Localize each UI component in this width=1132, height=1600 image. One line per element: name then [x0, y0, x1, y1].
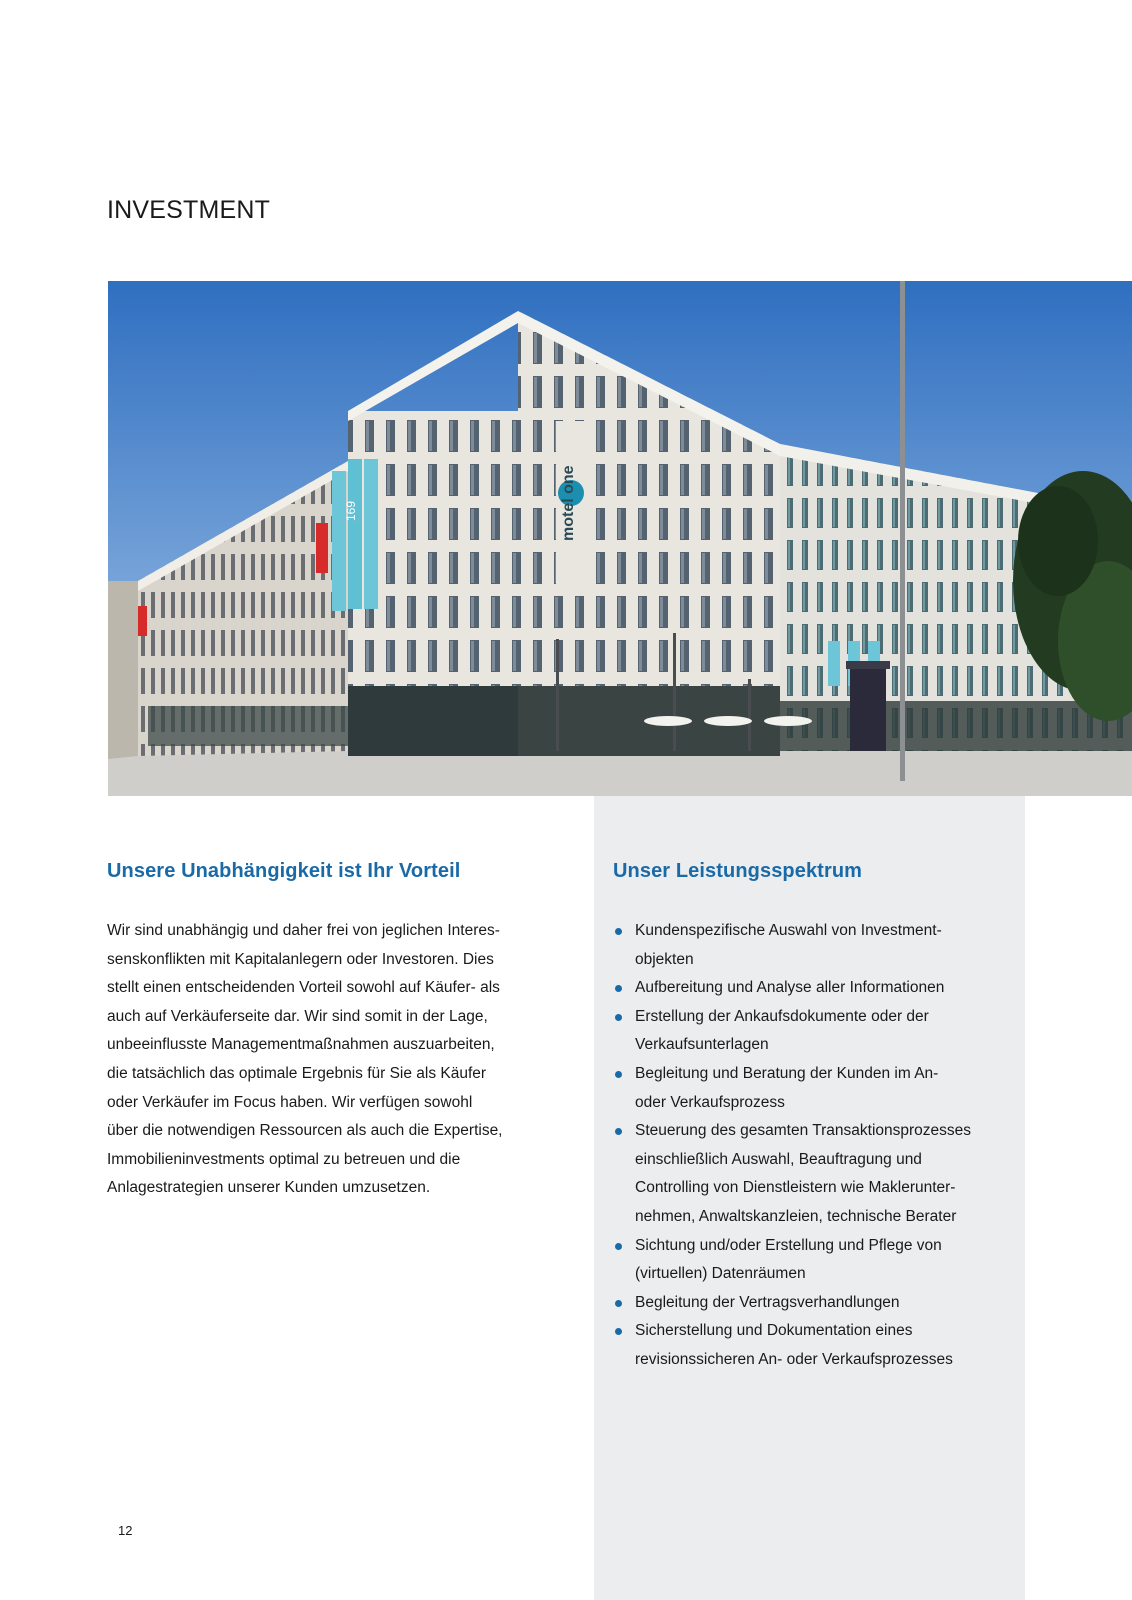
paragraph-line: unbeeinflusste Managementmaßnahmen auszuarbeiten,: [107, 1036, 495, 1054]
right-column-heading: Unser Leistungsspektrum: [613, 860, 863, 882]
list-item-line: Begleitung der Vertragsverhandlungen: [635, 1293, 900, 1311]
list-item-line: Steuerung des gesamten Transaktionsprozesses: [635, 1122, 972, 1140]
list-item-line: objekten: [635, 950, 694, 968]
list-item-line: Sicherstellung und Dokumentation eines: [635, 1322, 913, 1340]
bullet-icon: [615, 1071, 622, 1078]
list-item-line: (virtuellen) Datenräumen: [635, 1265, 806, 1283]
bullet-icon: [615, 1014, 622, 1021]
list-item-line: Kundenspezifische Auswahl von Investment-: [635, 922, 942, 939]
bullet-icon: [615, 1128, 622, 1135]
bullet-icon: [615, 985, 622, 992]
paragraph-line: auch auf Verkäuferseite dar. Wir sind somit in der Lage,: [107, 1007, 488, 1025]
list-item: [612, 1117, 1012, 1231]
list-item-line: nehmen, Anwaltskanzleien, technische Berater: [635, 1207, 957, 1225]
list-item: [612, 1289, 1012, 1318]
list-item: [612, 1317, 1012, 1374]
list-item: [612, 974, 1012, 1003]
paragraph-line: Wir sind unabhängig und daher frei von jeglichen Interes-: [107, 922, 500, 939]
paragraph-line: Immobilieninvestments optimal zu betreuen und die: [107, 1150, 461, 1168]
list-item-line: einschließlich Auswahl, Beauftragung und: [635, 1150, 922, 1168]
paragraph-line: senskonflikten mit Kapitalanlegern oder Investoren. Dies: [107, 950, 494, 968]
paragraph-line: über die notwendigen Ressourcen als auch die Expertise,: [107, 1122, 503, 1140]
list-item-line: Controlling von Dienstleistern wie Maklerunter-: [635, 1179, 956, 1197]
list-item-line: Sichtung und/oder Erstellung und Pflege von: [635, 1236, 942, 1254]
motel-sign-text: motel one: [560, 465, 577, 541]
bullet-icon: [615, 1243, 622, 1250]
services-list: [612, 917, 1012, 1375]
building-photo: [108, 281, 1132, 796]
bullet-icon: [615, 1328, 622, 1335]
paragraph-line: oder Verkäufer im Focus haben. Wir verfügen sowohl: [107, 1093, 473, 1111]
list-item-line: Begleitung und Beratung der Kunden im An-: [635, 1064, 939, 1082]
list-item: [612, 917, 1012, 974]
paragraph-line: stellt einen entscheidenden Vorteil sowohl auf Käufer- als: [107, 979, 500, 997]
bullet-icon: [615, 928, 622, 935]
list-item: [612, 1003, 1012, 1060]
page-number: 12: [118, 1523, 133, 1538]
bullet-icon: [615, 1300, 622, 1307]
banner-number-text: 169: [344, 500, 358, 521]
page-title: INVESTMENT: [107, 196, 271, 224]
list-item: [612, 1060, 1012, 1117]
list-item: [612, 1232, 1012, 1289]
list-item-line: revisionssicheren An- oder Verkaufsprozesses: [635, 1350, 953, 1368]
list-item-line: Aufbereitung und Analyse aller Informationen: [635, 979, 945, 997]
list-item-line: Verkaufsunterlagen: [635, 1036, 769, 1054]
list-item-line: oder Verkaufsprozess: [635, 1093, 785, 1111]
list-item-line: Erstellung der Ankaufsdokumente oder der: [635, 1007, 929, 1025]
left-column-heading: Unsere Unabhängigkeit ist Ihr Vorteil: [107, 860, 461, 882]
paragraph-line: Anlagestrategien unserer Kunden umzusetzen.: [107, 1179, 431, 1197]
left-column-paragraph: [107, 917, 557, 1203]
paragraph-line: die tatsächlich das optimale Ergebnis für Sie als Käufer: [107, 1064, 487, 1082]
